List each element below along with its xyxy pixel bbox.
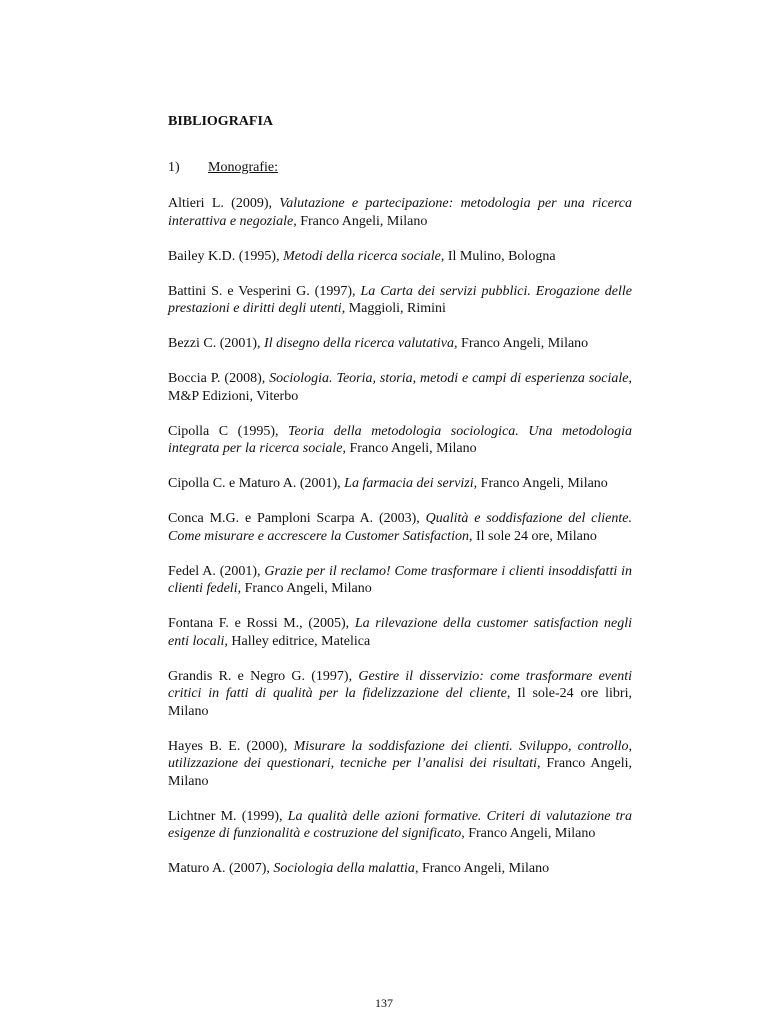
entry-author: Cipolla C. e Maturo A. (2001),: [168, 476, 345, 491]
entry-publisher: , Il sole-24 ore libri, Milano: [168, 686, 632, 719]
entry-title: La rilevazione della customer satisfaction negli enti locali: [168, 616, 632, 649]
entry-author: Fontana F. e Rossi M., (2005),: [168, 616, 355, 631]
entry-author: Bezzi C. (2001),: [168, 336, 265, 351]
page-number: 137: [375, 996, 393, 1010]
entry-publisher: , Franco Angeli, Milano: [293, 213, 428, 229]
entry-publisher: , Il Mulino, Bologna: [440, 248, 556, 264]
entry-publisher: , Il sole 24 ore, Milano: [468, 528, 597, 544]
entry-publisher: , Franco Angeli, Milano: [237, 581, 372, 596]
entry-publisher: , Franco Angeli, Milano: [414, 861, 550, 876]
bibliography-entry: [168, 283, 632, 318]
entry-author: Cipolla C (1995),: [168, 423, 289, 439]
page-heading: BIBLIOGRAFIA: [168, 114, 274, 129]
entry-author: Fedel A. (2001),: [168, 563, 265, 579]
entry-author: Altieri L. (2009),: [168, 196, 280, 211]
bibliography-entry: [168, 860, 632, 878]
entry-publisher: , Maggioli, Rimini: [341, 301, 446, 316]
bibliography-entry: [168, 510, 632, 545]
bibliography-entry: [168, 615, 632, 650]
entry-author: Battini S. e Vesperini G. (1997),: [168, 283, 361, 299]
entry-author: Grandis R. e Negro G. (1997),: [168, 668, 359, 684]
entry-author: Bailey K.D. (1995),: [168, 248, 284, 264]
entry-publisher: , Franco Angeli, Milano: [168, 756, 632, 789]
entry-title: La farmacia dei servizi: [344, 476, 474, 491]
entry-title: Misurare la soddisfazione dei clienti. Sviluppo, controllo, utilizzazione dei questionari, tecniche per l’analisi dei risultati: [168, 738, 632, 771]
section-number: 1): [168, 160, 180, 175]
entry-author: Maturo A. (2007),: [168, 861, 274, 876]
bibliography-list: [168, 195, 632, 878]
entry-author: Conca M.G. e Pamploni Scarpa A. (2003),: [168, 511, 426, 526]
entry-title: La qualità delle azioni formative. Criteri di valutazione tra esigenze di funzionalità e costruzione del significato: [168, 808, 632, 841]
entry-title: Qualità e soddisfazione del cliente. Come misurare e accrescere la Customer Satisfaction: [168, 511, 632, 544]
bibliography-entry: [168, 335, 632, 353]
entry-publisher: , M&P Edizioni, Viterbo: [168, 371, 632, 404]
bibliography-entry: [168, 195, 632, 230]
entry-title: Sociologia. Teoria, storia, metodi e campi di esperienza sociale: [269, 371, 629, 386]
entry-title: Grazie per il reclamo! Come trasformare i clienti insoddisfatti in clienti fedeli: [168, 563, 633, 596]
bibliography-entry: [168, 248, 632, 266]
bibliography-entry: [168, 370, 632, 405]
bibliography-page: [168, 113, 632, 895]
section-header: [168, 159, 632, 177]
bibliography-entry: [168, 563, 632, 598]
bibliography-entry: [168, 423, 632, 458]
entry-title: Sociologia della malattia: [273, 861, 415, 876]
entry-title: Teoria della metodologia sociologica. Una metodologia integrata per la ricerca sociale: [168, 423, 632, 456]
entry-author: Hayes B. E. (2000),: [168, 738, 294, 754]
entry-title: Valutazione e partecipazione: metodologia per una ricerca interattiva e negoziale: [168, 196, 633, 229]
entry-title: Il disegno della ricerca valutativa: [264, 336, 455, 351]
bibliography-entry: [168, 668, 632, 721]
entry-publisher: , Franco Angeli, Milano: [454, 336, 589, 351]
bibliography-entry: [168, 808, 632, 843]
entry-title: Metodi della ricerca sociale: [283, 248, 441, 264]
entry-publisher: , Franco Angeli, Milano: [473, 476, 608, 491]
entry-publisher: , Halley editrice, Matelica: [224, 633, 371, 649]
entry-title: La Carta dei servizi pubblici. Erogazione delle prestazioni e diritti degli utenti: [168, 283, 632, 316]
entry-author: Lichtner M. (1999),: [168, 808, 288, 824]
entry-publisher: , Franco Angeli, Milano: [342, 441, 477, 456]
entry-publisher: , Franco Angeli, Milano: [461, 826, 596, 841]
bibliography-entry: [168, 738, 632, 791]
entry-title: Gestire il disservizio: come trasformare eventi critici in fatti di qualità per la fidelizzazione del cliente: [168, 668, 632, 701]
bibliography-entry: [168, 475, 632, 493]
section-title: Monografie:: [208, 160, 278, 175]
entry-author: Boccia P. (2008),: [168, 371, 270, 386]
